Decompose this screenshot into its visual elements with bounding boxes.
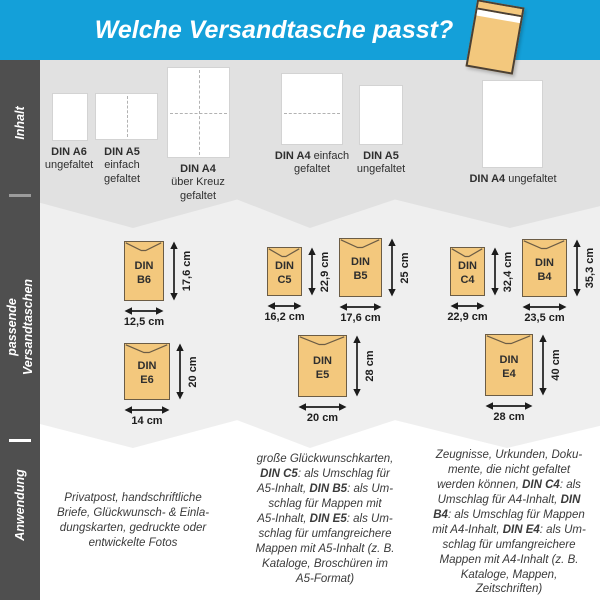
envelope-flap	[125, 344, 168, 356]
height-dimension-label: 20 cm	[187, 355, 199, 388]
height-dimension-label: 25 cm	[399, 251, 411, 284]
paper-label-din-a6-ungefaltet: DIN A6 ungefaltet	[44, 146, 94, 172]
envelope-name: DIN B5	[351, 256, 370, 282]
envelope-flap	[299, 336, 345, 348]
envelope-flap	[125, 242, 162, 254]
width-dimension-label: 22,9 cm	[447, 311, 488, 323]
application-text-3: Zeugnisse, Urkunden, Doku- mente, die nicht gefaltet werden können, DIN C4: als Umschlag für A4-Inhalt, DIN B4: als Umschlag für Mappen mit A4-Inhalt, DIN E4: als Um- schlag für umfangreichere Mappen mit A4-Inhalt (z. B. Kataloge, Mappen, Zeitschriften)	[432, 449, 586, 596]
height-dimension-label: 17,6 cm	[181, 250, 193, 292]
envelope-name: DIN E4	[499, 353, 519, 380]
height-arrow	[351, 335, 363, 397]
envelope-din-e5	[298, 335, 347, 397]
paper-label-din-a5-ungefaltet: DIN A5 ungefaltet	[356, 150, 406, 176]
envelope-din-b4	[522, 239, 567, 297]
envelope-name: DIN C4	[458, 260, 477, 286]
envelope-name: DIN B4	[535, 256, 554, 283]
paper-label-din-a4-ueber-kreuz-gefaltet: DIN A4 über Kreuz gefaltet	[171, 163, 225, 202]
envelope-name: DIN E6	[137, 360, 157, 386]
envelope-name: DIN B6	[134, 259, 154, 286]
paper-din-a5-ungefaltet	[359, 85, 403, 145]
width-dimension-label: 23,5 cm	[524, 312, 565, 324]
height-dimension-label: 28 cm	[364, 350, 376, 382]
height-arrow	[306, 247, 318, 296]
paper-din-a5-einfach-gefaltet	[95, 93, 158, 140]
envelope-name: DIN E5	[313, 354, 332, 381]
fold-line-horizontal	[284, 113, 340, 114]
envelope-name: DIN C5	[275, 260, 294, 286]
envelope-din-c5	[267, 247, 302, 296]
application-text-2: große Glückwunschkarten, DIN C5: als Umschlag für A5-Inhalt, DIN B5: als Um- schlag für Mappen mit A5-Inhalt, DIN E5: als Um- schlag für umfangreichere Mappen mit A5-Inhalt (z. B. Kataloge, Broschüren im A5-Format)	[255, 453, 395, 585]
width-dimension-label: 28 cm	[493, 411, 525, 423]
paper-din-a4-einfach-gefaltet	[281, 73, 343, 145]
sidebar	[0, 60, 40, 600]
envelope-din-c4	[450, 247, 485, 296]
sidebar-label-inhalt: Inhalt	[12, 106, 27, 140]
envelope-flap	[268, 248, 300, 260]
paper-label-din-a5-einfach-gefaltet: DIN A5 einfach gefaltet	[103, 146, 141, 185]
width-dimension-label: 14 cm	[131, 415, 163, 427]
page-title: Welche Versandtasche passt?	[94, 16, 454, 44]
sidebar-label-versandtaschen: passende Versandtaschen	[4, 278, 35, 376]
paper-din-a4-ungefaltet	[482, 80, 543, 168]
envelope-din-b5	[339, 238, 382, 297]
fold-line-horizontal	[170, 113, 227, 114]
envelope-din-e4	[485, 334, 533, 396]
envelope-flap	[451, 248, 483, 260]
paper-din-a6-ungefaltet	[52, 93, 88, 141]
width-dimension-label: 17,6 cm	[340, 312, 381, 324]
sidebar-divider	[9, 439, 31, 442]
application-text-1: Privatpost, handschriftliche Briefe, Glückwunsch- & Einla- dungskarten, gedruckte oder entwickelte Fotos	[56, 492, 210, 549]
height-arrow	[571, 239, 583, 297]
envelope-flap	[340, 239, 380, 251]
sidebar-label-anwendung: Anwendung	[12, 469, 27, 541]
height-dimension-label: 22,9 cm	[319, 251, 331, 292]
height-arrow	[386, 238, 398, 297]
height-arrow	[168, 241, 180, 301]
envelope-flap	[523, 240, 565, 252]
height-dimension-label: 40 cm	[550, 349, 562, 381]
height-dimension-label: 32,4 cm	[502, 251, 514, 292]
envelope-din-b6	[124, 241, 164, 301]
envelope-flap	[486, 335, 531, 347]
paper-label-din-a4-einfach-gefaltet: DIN A4 einfach gefaltet	[274, 150, 350, 176]
fold-line-vertical	[127, 96, 128, 137]
height-arrow	[537, 334, 549, 396]
sidebar-divider	[9, 194, 31, 197]
paper-din-a4-ueber-kreuz-gefaltet	[167, 67, 230, 158]
paper-label-din-a4-ungefaltet: DIN A4 ungefaltet	[469, 173, 557, 185]
height-arrow	[174, 343, 186, 400]
height-arrow	[489, 247, 501, 296]
width-dimension-label: 16,2 cm	[264, 311, 305, 323]
width-dimension-label: 20 cm	[306, 412, 339, 424]
height-dimension-label: 35,3 cm	[584, 247, 596, 289]
width-dimension-label: 12,5 cm	[123, 316, 165, 328]
envelope-din-e6	[124, 343, 170, 400]
